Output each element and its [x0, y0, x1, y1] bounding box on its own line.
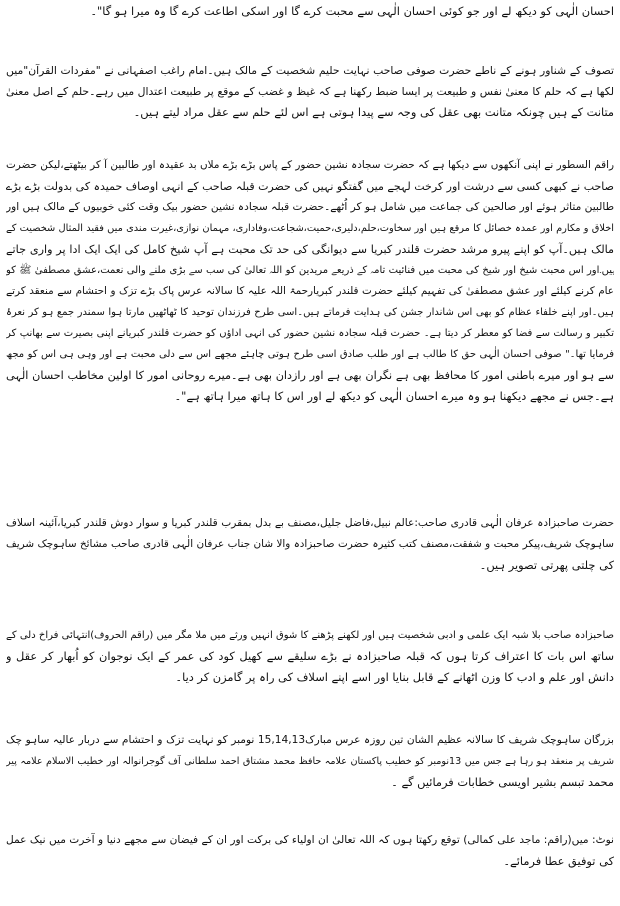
- paragraph-3: [6, 155, 614, 407]
- article-page: [6, 0, 614, 906]
- text-line: بزرگان ساہوچک شریف کا سالانہ عظیم الشان تین روزہ عرس مبارک15,14,13 نومبر کو نہایت تزک و احتشام سے دربار عالیہ ساہو چک: [6, 734, 614, 746]
- text-line: متانت کے ہیں چونکہ متانت بھی عقل کی وجہ سے پیدا ہوتی ہے اس لئے حلم سے عقل مراد لیتے ہیں۔: [133, 105, 614, 119]
- text-line: شریف پر منعقد ہو رہا ہے جس میں 13نومبر کو خطیب پاکستان علامہ حافظ محمد مشتاق احمد سلطانی آف گوجرانوالہ اور خطیب الاسلام علامہ پیر: [6, 756, 614, 767]
- text-line: عام کرنے کیلئے اور عشق مصطفیٰ کی تفہیم کیلئے حضرت قلندر کبریارحمۃ اللہ علیہ کا سالانہ عرس پاک بڑے تزک و احتشام سے منعقد کرتے: [6, 285, 614, 297]
- text-line: تصوف کے شناور ہونے کے ناطے حضرت صوفی صاحب نہایت حلیم شخصیت کے مالک ہیں۔امام راغب اصفہانی نے "مفردات القرآن"میں: [6, 64, 614, 77]
- paragraph-4: [6, 513, 614, 576]
- text-line: ہیں۔اور اپنے خلفاء عظام کو بھی اس شاندار جشن کی ہدایت فرماتے ہیں۔اسی طرح فرزندان توحید کا ٹھاٹھیں مارتا ہوا سمندر جمع ہو کر نعرۂ: [6, 307, 614, 318]
- text-line: محمد تبسم بشیر اویسی خطابات فرمائیں گے ۔: [391, 775, 614, 789]
- paragraph-2: [6, 60, 614, 123]
- paragraph-5: [6, 625, 614, 688]
- text-line: کی چلتی پھرتی تصویر ہیں۔: [479, 558, 614, 572]
- text-line: فرمایا تھا۔" صوفی احسان الٰہی حق کا طالب ہے اور طلب صادق اسی طرح ہوتی چاہئے مجھے اس سے دلی محبت ہے اور وہی ہی اس کو مجھ: [6, 349, 614, 360]
- text-line: دانش اور علم و ادب کا وزن اٹھانے کے قابل بنایا اور اسے اپنے اسلاف کی راہ پر گامزن کر دیا۔: [175, 670, 614, 684]
- text-line: ہے۔جس نے مجھے دیکھنا ہو وہ میرے احسان الٰہی کو دیکھ لے اور اس کا ہاتھ میرا ہاتھ ہے"۔: [174, 389, 614, 403]
- text-line: سے ہو اور میرے باطنی امور کا محافظ بھی ہے نگران بھی ہے اور رازدان بھی ہے۔میرے روحانی امور کا اولین مخاطب احسان الٰہی: [6, 369, 614, 382]
- text-line: مالک ہیں۔آپ کو اپنے پیرو مرشد حضرت قلندر کبریا سے دیوانگی کی حد تک محبت ہے آپ شیخ کامل کی ایک ایک ادا پر واری جاتے: [6, 243, 614, 256]
- paragraph-1: [6, 1, 614, 22]
- text-line: لکھا ہے کہ حلم کا معنیٰ نفس و طبیعت پر ایسا ضبط رکھنا ہے کہ غیظ و غضب کے موقع پر طبیعت اعتدال میں رہے۔حلم کے اصل معنیٰ: [6, 85, 614, 98]
- text-line: حضرت صاحبزادہ عرفان الٰہی قادری صاحب:عالم نبیل،فاضل جلیل،مصنف بے بدل بمقرب قلندر کبریا و سوار دوش قلندر کبریا،آئینہ اسلاف: [6, 517, 614, 529]
- text-line: ساتھ اس بات کا اعتراف کرتا ہوں کہ قبلہ صاحبزادہ نے بڑے سلیقے سے کھیل کود کی عمر کے ایک نوجوان کو اُبھار کر عقل و: [6, 649, 614, 663]
- paragraph-6: [6, 730, 614, 793]
- text-line: صاحب نے کبھی کسی سے درشت اور کرخت لہجے میں گفتگو نہیں کی حضرت قبلہ صاحب کے انہی اوصاف حمیدہ کی بدولت بڑے بڑے: [6, 180, 614, 193]
- text-line: اخلاق و مکارم اور عمدہ خصائل کا مرقع ہیں اور سخاوت،حلم،دلیری،حمیت،شجاعت،وفاداری، مہمان نوازی،غیرت مندی میں فقید المثال شخصیت کے: [6, 223, 614, 234]
- text-line: ہیں۔اور اس محبت شیخ اور شیخ کی محبت میں فنائیت تامہ کے ذریعے مریدین کو اللہ تعالیٰ کی سب سے بڑی ملنے والی نعمت،عشق مصطفیٰ ﷺ کو: [6, 265, 614, 276]
- text-line: نوٹ: میں(راقم: ماجد علی کمالی) توقع رکھتا ہوں کہ اللہ تعالیٰ ان اولیاء کی برکت اور ان کے فیضان سے مجھے دنیا و آخرت میں نیک عمل: [6, 834, 614, 846]
- text-line: طالبین متاثر ہوئے اور صالحین کی جماعت میں شامل ہو کر اُٹھے۔حضرت قبلہ سجادہ نشین حضور بیک وقت کئی خوبیوں کے مالک ہیں اور: [6, 201, 614, 213]
- text-line: راقم السطور نے اپنی آنکھوں سے دیکھا ہے کہ حضرت سجادہ نشین حضور کے پاس بڑے بڑے ملاں بد عقیدہ اور طالبین آ کر بیٹھتے،لیکن حضرت: [6, 159, 614, 171]
- text-line: صاحبزادہ صاحب بلا شبہ ایک علمی و ادبی شخصیت ہیں اور لکھنے پڑھنے کا شوق انہیں ورثے میں ملا مگر میں (راقم الحروف)انتہائی فراخ دلی کے: [6, 630, 614, 641]
- paragraph-7: [6, 830, 614, 872]
- text-line: ساہوچک شریف،پیکر محبت و شفقت،مصنف کتب کثیرہ حضرت صاحبزادہ والا شان جناب عرفان الٰہی قادری صاحب مشائخ ساہوچک شریف: [6, 538, 614, 550]
- text-line: تکبیر و رسالت سے فضا کو معطر کر دیتا ہے۔ حضرت قبلہ سجادہ نشین حضور کی انہی اداؤں کو حضرت قلندر کبریانے اپنی بصیرت سے بھانپ کر: [6, 328, 614, 339]
- text-line: کی توفیق عطا فرمائے۔: [503, 854, 614, 868]
- text-line: احسان الٰہی کو دیکھ لے اور جو کوئی احسان الٰہی سے محبت کرے گا اور اسکی اطاعت کرے گا وہ میرا ہو گا"۔: [90, 4, 614, 18]
